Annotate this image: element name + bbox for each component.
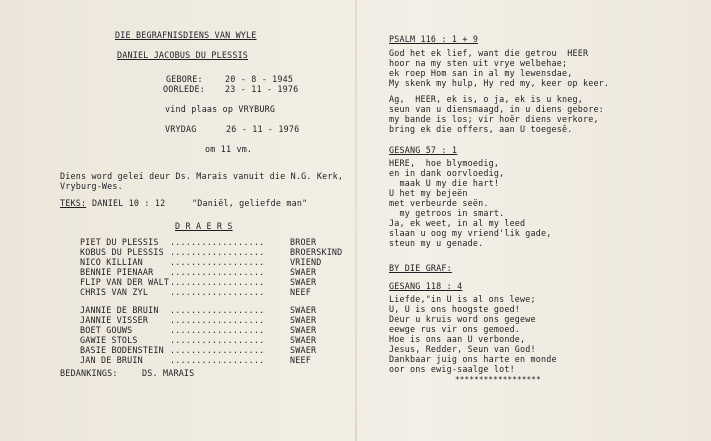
gesang-line: slaan u oog my vriend'lik gade, [389, 228, 552, 238]
gesang2-line: Jesus, Redder, Seun van God! [389, 344, 536, 354]
gesang-heading: GESANG 57 : 1 [389, 145, 458, 155]
bearers-heading: D R A E R S [175, 221, 233, 231]
text-quote: "Daniël, geliefde man" [192, 198, 308, 208]
bearer-name: KOBUS DU PLESSIS [80, 247, 164, 257]
psalm-line: My skenk my hulp, Hy red my, keer op keer. [389, 78, 610, 88]
gesang2-line: Dankbaar juig ons harte en monde [389, 354, 557, 364]
gesang-line: maak U my die hart! [389, 178, 500, 188]
gesang2-line: oor ons ewig-saalge lot! [389, 364, 515, 374]
bearer-name: JANNIE VISSER [80, 315, 149, 325]
gesang2-line: U, U is ons hoogste goed! [389, 304, 521, 314]
born-date: 20 - 8 - 1945 [225, 74, 294, 84]
bearer-leader-dots: .................. [170, 315, 265, 325]
thanks-value: DS. MARAIS [142, 368, 195, 378]
bearer-name: PIET DU PLESSIS [80, 237, 159, 247]
service-day: VRYDAG [165, 124, 197, 134]
gesang2-line: Deur u kruis word ons gegewe [389, 314, 536, 324]
bearer-relation: NEEF [290, 287, 311, 297]
led-by-line-2: Vryburg-Wes. [60, 181, 123, 191]
bearer-name: FLIP VAN DER WALT [80, 277, 170, 287]
psalm-line: ek roep Hom san in al my lewensdae, [389, 68, 573, 78]
gesang-line: en in dank oorvloedig, [389, 168, 505, 178]
bearer-name: JANNIE DE BRUIN [80, 305, 159, 315]
gesang2-line: Liefde,"in U is al ons lewe; [389, 294, 536, 304]
bearer-leader-dots: .................. [170, 277, 265, 287]
bearer-name: BENNIE PIENAAR [80, 267, 154, 277]
bearer-leader-dots: .................. [170, 355, 265, 365]
bearer-leader-dots: .................. [170, 305, 265, 315]
bearer-relation: SWAER [290, 277, 317, 287]
bearer-relation: SWAER [290, 335, 317, 345]
psalm-line: Ag, HEER, ek is, o ja, ek is u kneg, [389, 94, 583, 104]
born-label: GEBORE: [166, 74, 203, 84]
gesang-line: Ja, ek weet, in al my leed [389, 218, 526, 228]
gesang-line: my getroos in smart. [389, 208, 505, 218]
bearer-leader-dots: .................. [170, 267, 265, 277]
bearer-name: CHRIS VAN ZYL [80, 287, 149, 297]
psalm-line: God het ek lief, want die getrou HEER [389, 48, 589, 58]
venue-line: vind plaas op VRYBURG [165, 104, 276, 114]
bearer-leader-dots: .................. [170, 257, 265, 267]
gesang2-heading: GESANG 118 : 4 [389, 281, 463, 291]
text-reference: DANIEL 10 : 12 [92, 198, 166, 208]
bearer-name: JAN DE BRUIN [80, 355, 143, 365]
gesang-line: HERE, hoe blymoedig, [389, 158, 500, 168]
bearer-relation: SWAER [290, 267, 317, 277]
gesang2-line: Hoe is ons aan U verbonde, [389, 334, 526, 344]
thanks-label: BEDANKINGS: [60, 368, 118, 378]
bearer-name: NICO KILLIAN [80, 257, 143, 267]
bearer-relation: SWAER [290, 305, 317, 315]
bearer-leader-dots: .................. [170, 335, 265, 345]
service-time: om 11 vm. [205, 144, 253, 154]
bearer-leader-dots: .................. [170, 325, 265, 335]
gesang-line: met verbeurde seën. [389, 198, 489, 208]
bearer-relation: SWAER [290, 345, 317, 355]
died-date: 23 - 11 - 1976 [225, 84, 299, 94]
bearer-relation: BROERSKIND [290, 247, 343, 257]
bearer-name: BOET GOUWS [80, 325, 133, 335]
gesang-line: U het my bejeën [389, 188, 468, 198]
bearer-relation: SWAER [290, 315, 317, 325]
psalm-line: my bande is los; vir hoër diens verkore, [389, 114, 599, 124]
bearer-leader-dots: .................. [170, 247, 265, 257]
center-fold [355, 0, 357, 441]
gesang-line: steun my u genade. [389, 238, 484, 248]
psalm-line: seun van u diensmaagd, in u diens gebore: [389, 104, 604, 114]
bearer-name: BASIE BODENSTEIN [80, 345, 164, 355]
bearer-name: GAWIE STOLS [80, 335, 138, 345]
died-label: OORLEDE: [163, 84, 205, 94]
text-label: TEKS: [60, 198, 87, 208]
service-date: 26 - 11 - 1976 [226, 124, 300, 134]
psalm-line: bring ek die offers, aan U toegesê. [389, 124, 573, 134]
bearer-relation: NEEF [290, 355, 311, 365]
bearer-relation: SWAER [290, 325, 317, 335]
stars-divider: ****************** [455, 375, 541, 384]
psalm-heading: PSALM 116 : 1 + 9 [389, 34, 479, 44]
bearer-leader-dots: .................. [170, 345, 265, 355]
deceased-name: DANIEL JACOBUS DU PLESSIS [117, 50, 249, 60]
bearer-leader-dots: .................. [170, 237, 265, 247]
grave-heading: BY DIE GRAF: [389, 263, 452, 273]
psalm-line: hoor na my sten uit vrye welbehae; [389, 58, 568, 68]
bearer-relation: BROER [290, 237, 317, 247]
bearer-relation: VRIEND [290, 257, 322, 267]
bearer-leader-dots: .................. [170, 287, 265, 297]
gesang2-line: eewge rus vir ons gemoed. [389, 324, 521, 334]
led-by-line-1: Diens word gelei deur Ds. Marais vanuit die N.G. Kerk, [60, 171, 344, 181]
service-title: DIE BEGRAFNISDIENS VAN WYLE [115, 30, 257, 40]
